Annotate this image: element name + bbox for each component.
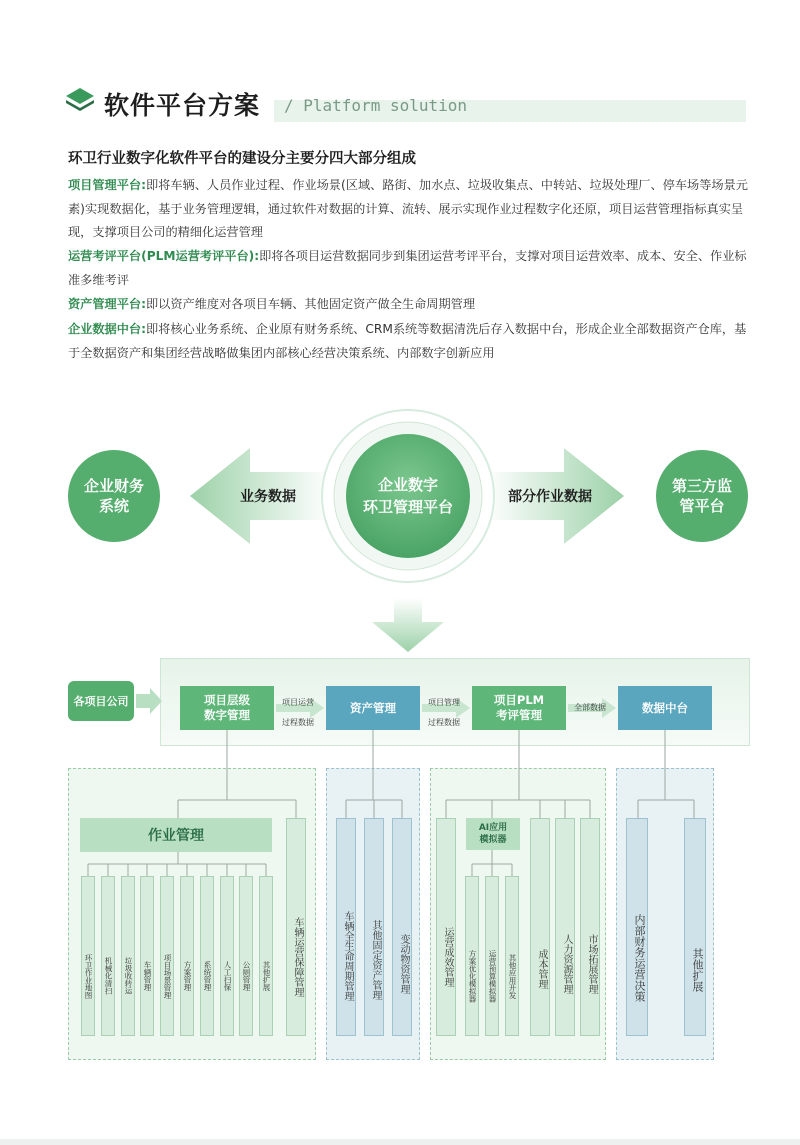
node-line: 系统 — [98, 497, 129, 515]
para-label: 企业数据中台: — [68, 322, 146, 336]
para-label: 资产管理平台: — [68, 297, 146, 311]
asset-item: 车辆全生命周期管理 — [336, 818, 356, 1036]
plm-item: 成本管理 — [530, 818, 550, 1036]
source-node: 各项目公司 — [68, 681, 134, 721]
source-arrow — [136, 688, 162, 714]
node-line: 管平台 — [679, 497, 725, 515]
para-asset — [68, 293, 748, 317]
para-label: 项目管理平台: — [68, 178, 146, 192]
data-item: 内部财务运营决策 — [626, 818, 648, 1036]
para-label: 运营考评平台(PLM运营考评平台): — [68, 249, 260, 263]
page-subtitle: / Platform solution — [284, 96, 468, 115]
ops-item: 其他扩展 — [259, 876, 273, 1036]
stage-line: 项目层级 — [204, 693, 250, 707]
ai-item: 运营预算模拟器 — [485, 876, 499, 1036]
para-data — [68, 318, 748, 365]
ops-item: 车辆管理 — [140, 876, 154, 1036]
ops-item: 机械化清扫 — [101, 876, 115, 1036]
ai-group-line: AI应用 — [478, 823, 508, 833]
footer-bar — [0, 1139, 800, 1145]
finance-system-node — [68, 476, 160, 516]
stage-project-digital — [180, 686, 274, 730]
ops-item: 环卫作业地图 — [81, 876, 95, 1036]
edge-line: 过程数据 — [428, 718, 460, 727]
edge-line: 过程数据 — [282, 718, 314, 727]
stage-plm — [472, 686, 566, 730]
page-title: 软件平台方案 — [104, 91, 261, 120]
vehicle-support: 车辆运营保障管理 — [286, 818, 306, 1036]
para-text: 即将车辆、人员作业过程、作业场景(区域、路街、加水点、垃圾收集点、中转站、垃圾处理厂、停车场等场景元素)实现数据化，基于业务管理逻辑，通过软件对数据的计算、流转、展示实现作业过程数字化还原，项目运营管理指标真实呈现，支撑项目公司的精细化运营管理 — [68, 178, 748, 239]
node-line: 企业数字 — [377, 476, 438, 494]
stage-asset: 资产管理 — [326, 686, 420, 730]
left-arrow-label: 业务数据 — [240, 489, 296, 505]
regulator-platform-node — [656, 476, 748, 516]
data-item: 其他扩展 — [684, 818, 706, 1036]
intro-title: 环卫行业数字化软件平台的建设分主要分四大部分组成 — [68, 151, 416, 167]
para-text: 即将各项目运营数据同步到集团运营考评平台，支撑对项目运营效率、成本、安全、作业标准多维考评 — [68, 249, 747, 287]
hub-diagram — [0, 380, 800, 660]
edge-label-3: 全部数据 — [574, 703, 606, 712]
ops-item: 系统管理 — [200, 876, 214, 1036]
edge-line: 项目运营 — [282, 698, 314, 707]
right-arrow-label: 部分作业数据 — [508, 489, 592, 505]
para-project — [68, 174, 748, 245]
ai-item: 方案优化模拟器 — [465, 876, 479, 1036]
header-logo — [64, 86, 96, 114]
hub-center-node — [346, 474, 470, 518]
node-line: 第三方监 — [671, 477, 732, 495]
para-text: 即以资产维度对各项目车辆、其他固定资产做全生命周期管理 — [146, 297, 476, 311]
ops-group: 作业管理 — [80, 818, 272, 852]
stage-line: 项目PLM — [493, 693, 545, 707]
stage-line: 数字管理 — [204, 708, 250, 722]
para-text: 即将核心业务系统、企业原有财务系统、CRM系统等数据清洗后存入数据中台，形成企业全部数据资产仓库，基于全数据资产和集团经营战略做集团内部核心经营决策系统、内部数字创新应用 — [68, 322, 747, 360]
edge-label-2 — [422, 697, 466, 729]
down-arrow — [372, 598, 444, 652]
ai-group — [466, 818, 520, 850]
stage-line: 考评管理 — [496, 708, 542, 722]
ops-item: 垃圾收转运 — [121, 876, 135, 1036]
node-line: 企业财务 — [83, 477, 144, 495]
plm-item: 市场拓展管理 — [580, 818, 600, 1036]
ops-item: 方案管理 — [180, 876, 194, 1036]
ops-item: 公厕管理 — [239, 876, 253, 1036]
asset-item: 其他固定资产管理 — [364, 818, 384, 1036]
plm-item: 人力资源管理 — [555, 818, 575, 1036]
para-plm — [68, 245, 748, 292]
ai-item: 其他应用开发 — [505, 876, 519, 1036]
stage-data-platform: 数据中台 — [618, 686, 712, 730]
ops-item: 人工扫保 — [220, 876, 234, 1036]
ai-group-line: 模拟器 — [479, 835, 507, 845]
edge-line: 项目管理 — [428, 698, 460, 707]
asset-item: 变动物资管理 — [392, 818, 412, 1036]
ops-item: 项目场景管理 — [160, 876, 174, 1036]
edge-label-1 — [276, 697, 320, 729]
plm-item-first: 运营成效管理 — [436, 818, 456, 1036]
layers-icon — [64, 86, 96, 114]
node-line: 环卫管理平台 — [362, 498, 453, 516]
